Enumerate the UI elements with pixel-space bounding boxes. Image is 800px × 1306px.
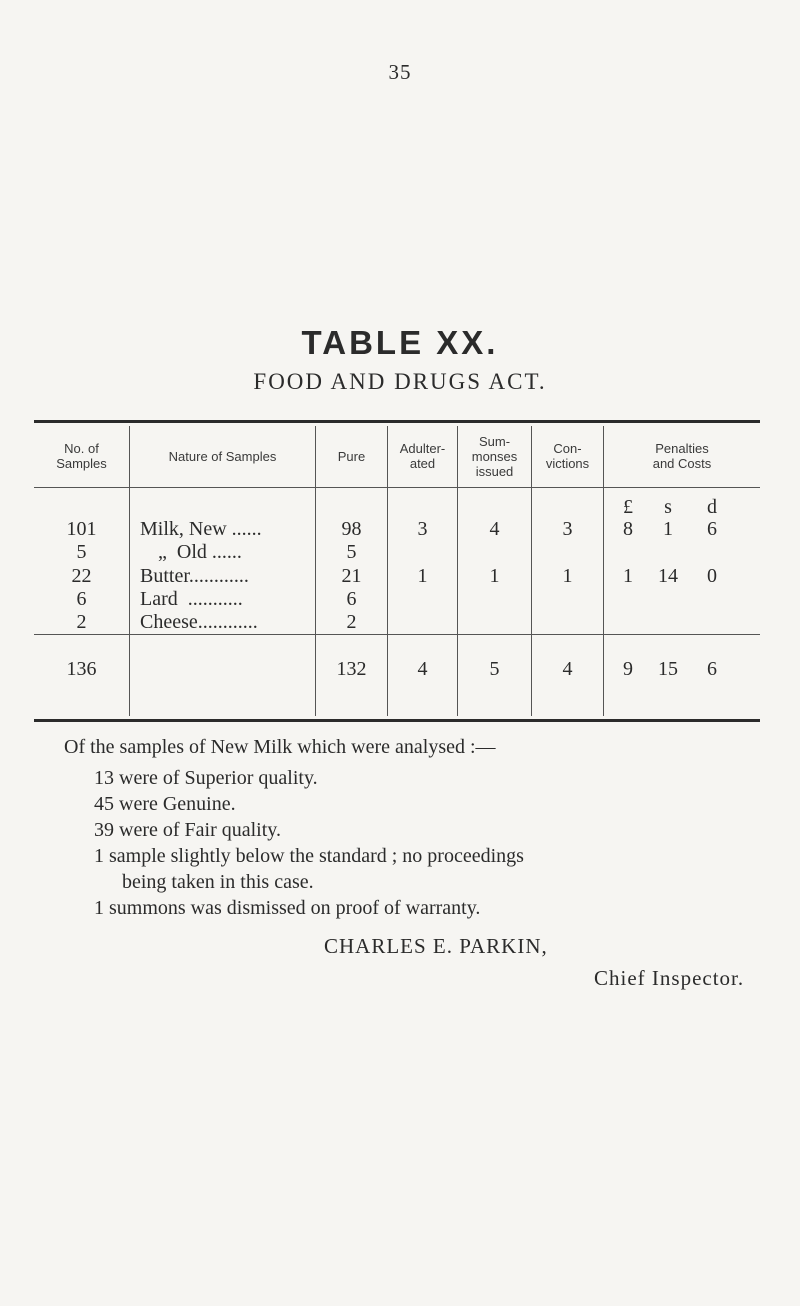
total-pure: 132	[336, 658, 367, 680]
cell-pure: 6	[346, 588, 357, 610]
unit-shillings: s	[664, 496, 672, 518]
total-summonses: 5	[489, 658, 500, 680]
cell-samples: 101	[66, 518, 97, 540]
header-pure: Pure	[337, 448, 366, 464]
cell-pure: 2	[346, 611, 357, 633]
unit-pounds: £	[623, 496, 633, 518]
cell-shillings: 1	[663, 518, 673, 540]
cell-nature: Milk, New ......	[140, 518, 262, 540]
cell-nature: Lard ...........	[140, 588, 243, 610]
cell-pounds: 8	[623, 518, 633, 540]
header-nature: Nature of Samples	[168, 448, 277, 464]
signature-title: Chief Inspector.	[594, 966, 745, 990]
total-convictions: 4	[562, 658, 573, 680]
note-item: 45 were Genuine.	[94, 793, 236, 815]
cell-adulterated: 3	[417, 518, 428, 540]
cell-convictions: 1	[562, 565, 573, 587]
cell-samples: 6	[76, 588, 87, 610]
header-convictions: Con- victions	[545, 441, 590, 471]
cell-samples: 5	[76, 541, 87, 563]
cell-nature: Butter............	[140, 565, 249, 587]
cell-pence: 0	[707, 565, 717, 587]
header-rule	[34, 487, 760, 488]
header-summonses: Sum- monses issued	[471, 433, 518, 479]
cell-pure: 98	[341, 518, 362, 540]
note-item-continued: being taken in this case.	[122, 871, 314, 893]
header-penalties: Penalties and Costs	[652, 441, 712, 471]
total-pence: 6	[707, 658, 717, 680]
signature-name: CHARLES E. PARKIN,	[324, 934, 548, 958]
notes-intro: Of the samples of New Milk which were analysed :—	[64, 736, 496, 758]
cell-pure: 21	[341, 565, 362, 587]
total-samples: 136	[66, 658, 97, 680]
header-samples: No. of Samples	[56, 441, 107, 471]
cell-samples: 2	[76, 611, 87, 633]
note-item: 1 sample slightly below the standard ; no proceedings	[94, 845, 524, 867]
table-title: TABLE XX.	[301, 324, 499, 361]
cell-adulterated: 1	[417, 565, 428, 587]
cell-pure: 5	[346, 541, 357, 563]
header-adulterated: Adulter- ated	[399, 441, 446, 471]
cell-pounds: 1	[623, 565, 633, 587]
note-item: 1 summons was dismissed on proof of warranty.	[94, 897, 481, 919]
cell-summonses: 1	[489, 565, 500, 587]
page-number: 35	[388, 60, 412, 84]
cell-pence: 6	[707, 518, 717, 540]
cell-shillings: 14	[658, 565, 678, 587]
note-item: 39 were of Fair quality.	[94, 819, 281, 841]
unit-pence: d	[707, 496, 717, 518]
food-drugs-table	[34, 420, 760, 722]
total-adulterated: 4	[417, 658, 428, 680]
cell-samples: 22	[71, 565, 92, 587]
total-pounds: 9	[623, 658, 633, 680]
cell-convictions: 3	[562, 518, 573, 540]
cell-summonses: 4	[489, 518, 500, 540]
note-item: 13 were of Superior quality.	[94, 767, 318, 789]
totals-rule	[34, 634, 760, 635]
table-subtitle: FOOD AND DRUGS ACT.	[253, 369, 547, 394]
cell-nature: „ Old ......	[158, 541, 242, 563]
total-shillings: 15	[658, 658, 678, 680]
cell-nature: Cheese............	[140, 611, 258, 633]
